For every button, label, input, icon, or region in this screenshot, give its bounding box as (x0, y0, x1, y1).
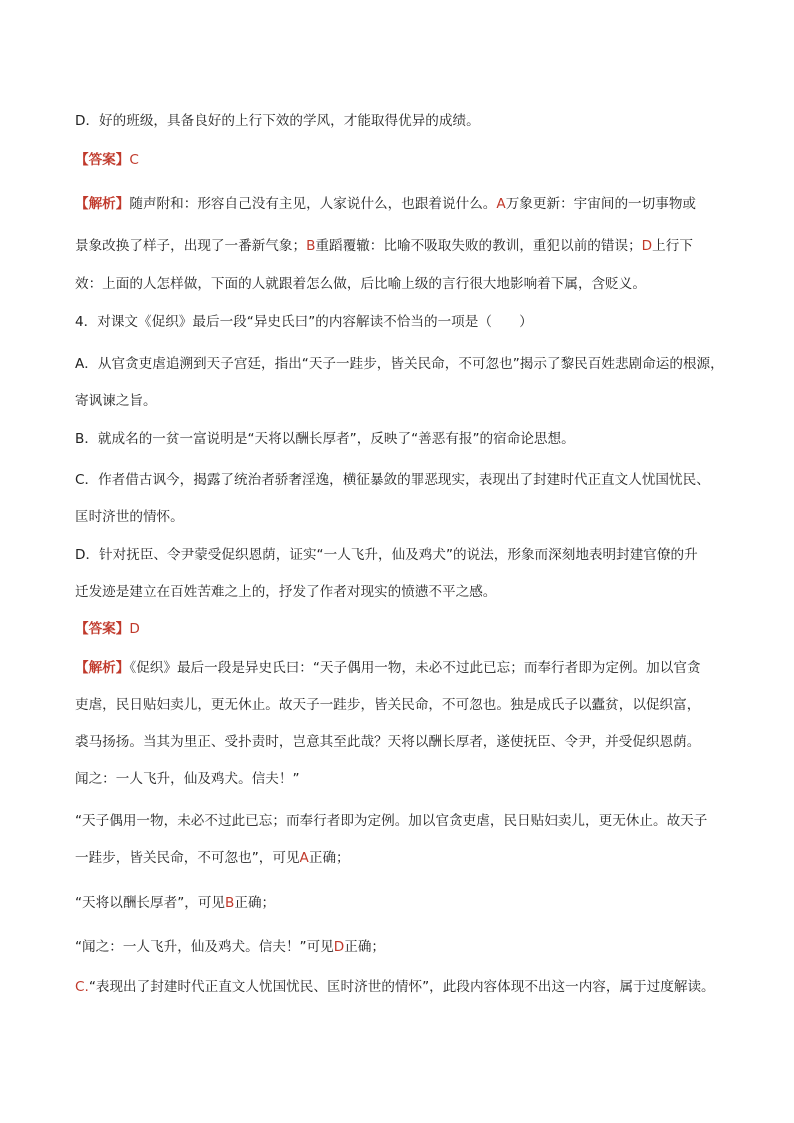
q3-analysis-line-3: 效：上面的人怎样做，下面的人就跟着怎么做，后比喻上级的言行很大地影响着下属，含贬义。 (75, 276, 646, 292)
q4-analysis-p2-line-2 (75, 846, 350, 866)
q3-analysis-line-1 (75, 192, 696, 212)
analysis-text: 上行下 (652, 238, 693, 254)
q4-option-d-line-1: D．针对抚臣、令尹蒙受促织恩荫，证实“一人飞升，仙及鸡犬”的说法，形象而深刻地表明封建官僚的升 (75, 547, 698, 563)
q4-question: 4．对课文《促织》最后一段“异史氏曰”的内容解读不恰当的一项是（ ） (75, 314, 533, 330)
q4-analysis-p1-line-3: 裘马扬扬。当其为里正、受扑责时，岂意其至此哉？天将以酬长厚者，遂使抚臣、令尹，并受促织恩荫。 (75, 734, 701, 750)
option-letter: A (496, 196, 506, 212)
analysis-text: 正确； (234, 895, 276, 911)
q4-analysis-p5 (75, 975, 715, 995)
analysis-text: 一跬步，皆关民命，不可忽也”，可见 (75, 850, 300, 866)
q4-analysis-p1-line-1 (75, 656, 701, 676)
analysis-text: 正确； (308, 850, 350, 866)
q4-analysis-p1-line-4: 闻之：一人飞升，仙及鸡犬。信夫！” (75, 771, 300, 787)
option-letter: D (641, 238, 653, 254)
option-letter: A (299, 850, 309, 866)
answer-value: D (129, 621, 140, 637)
option-letter: B (306, 238, 316, 254)
q4-option-d-line-2: 迁发迹是建立在百姓苦难之上的，抒发了作者对现实的愤懑不平之感。 (75, 584, 497, 600)
q4-option-b: B．就成名的一贫一富说明是“天将以酬长厚者”，反映了“善恶有报”的宿命论思想。 (75, 431, 575, 447)
option-letter: B (225, 895, 235, 911)
q4-analysis-p4 (75, 935, 385, 955)
answer-label: 【答案】 (75, 152, 130, 168)
analysis-text: “表现出了封建时代正直文人忧国忧民、匡时济世的情怀”，此段内容体现不出这一内容，属于过度解读。 (88, 979, 715, 995)
q4-analysis-p3 (75, 891, 275, 911)
q4-answer (75, 617, 140, 637)
analysis-text: 景象改换了样子，出现了一番新气象； (75, 238, 307, 254)
q3-answer (75, 148, 139, 168)
q4-analysis-p1-line-2: 吏虐，民日贴妇卖儿，更无休止。故天子一跬步，皆关民命，不可忽也。独是成氏子以蠹贫，以促织富， (75, 697, 701, 713)
analysis-text: 《促织》最后一段是异史氏曰：“天子偶用一物，未必不过此已忘；而奉行者即为定例。加以官贪 (129, 660, 701, 676)
analysis-text: “闻之：一人飞升，仙及鸡犬。信夫！”可见 (75, 939, 334, 955)
q4-analysis-p2-line-1: “天子偶用一物，未必不过此已忘；而奉行者即为定例。加以官贪吏虐，民日贴妇卖儿，更无休止。故天子 (75, 813, 708, 829)
analysis-label: 【解析】 (75, 660, 130, 676)
answer-label: 【答案】 (75, 621, 130, 637)
q4-option-c-line-2: 匡时济世的情怀。 (75, 509, 184, 525)
analysis-text: 随声附和：形容自己没有主见，人家说什么，也跟着说什么。 (129, 196, 497, 212)
analysis-text: 万象更新：宇宙间的一切事物或 (505, 196, 697, 212)
q3-option-d: D．好的班级，具备良好的上行下效的学风，才能取得优异的成绩。 (75, 113, 480, 129)
analysis-label: 【解析】 (75, 196, 130, 212)
q4-option-a-line-1: A．从官贪吏虐追溯到天子宫廷，指出“天子一跬步，皆关民命，不可忽也”揭示了黎民百姓悲剧命运的根源， (75, 356, 724, 372)
answer-value: C (129, 152, 139, 168)
analysis-text: 重蹈覆辙：比喻不吸取失败的教训，重犯以前的错误； (315, 238, 642, 254)
q3-analysis-line-2 (75, 234, 693, 254)
analysis-text: 正确； (344, 939, 386, 955)
q4-option-c-line-1: C．作者借古讽今，揭露了统治者骄奢淫逸，横征暴敛的罪恶现实，表现出了封建时代正直文人忧国忧民、 (75, 472, 710, 488)
option-letter: C. (75, 979, 89, 995)
option-letter: D (333, 939, 345, 955)
analysis-text: “天将以酬长厚者”，可见 (75, 895, 226, 911)
q4-option-a-line-2: 寄讽谏之旨。 (75, 393, 157, 409)
